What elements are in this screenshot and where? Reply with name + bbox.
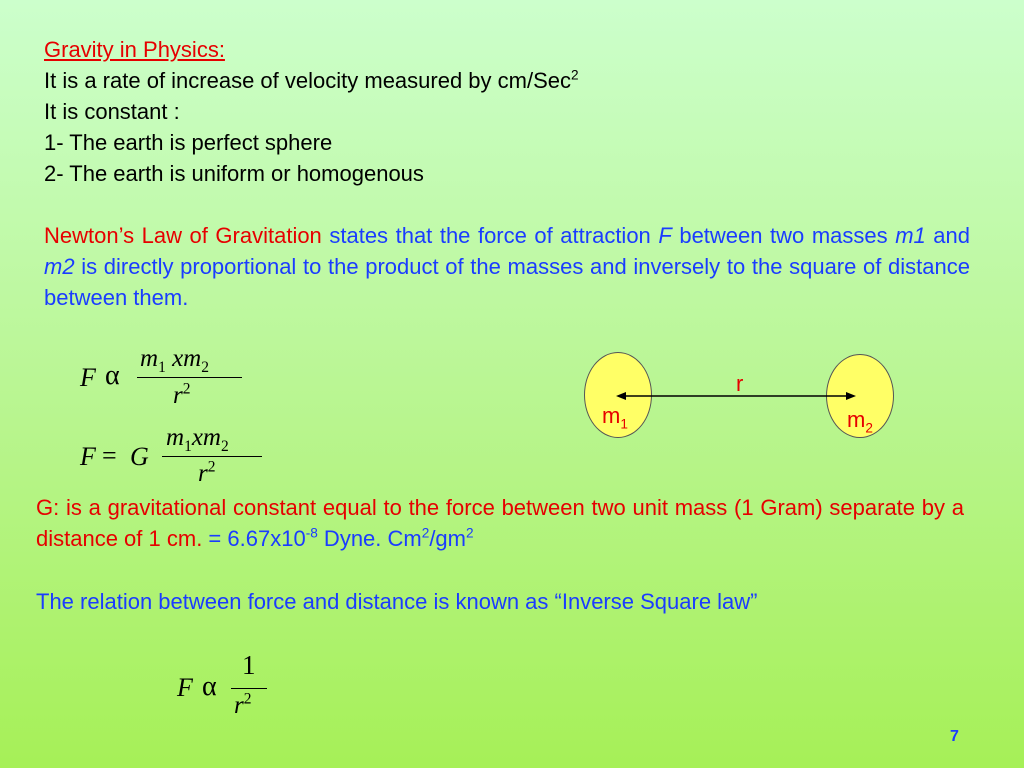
proportionality-formula: F α $m_1$ $xm_2$ $r^2$ [0,0,300,420]
definition-line: It is a rate of increase of velocity measured by cm/Sec$^2$ [44,67,579,93]
inverse-square-statement: The relation between force and distance is known as “Inverse Square law” [36,589,758,614]
slide-heading: Gravity in Physics: [44,37,225,62]
g-definition: G: is a gravitational constant equal to the force between two unit mass (1 Gram) separate by a distance of 1 cm. = $6.67x10^{-8}$ Dyne. $Cm^2/gm^2$ [36,495,964,551]
mass-2-label: $m_2$ [847,407,873,436]
law-name: Newton’s Law of Gravitation [44,223,322,248]
inverse-square-formula: F α 1 $r^2$ [0,0,300,740]
condition-2: 2- The earth is uniform or homogenous [44,161,424,186]
page-number: 7 [950,728,959,745]
newton-law-paragraph: Newton’s Law of Gravitation states that the force of attraction F between two masses m1 and m2 is directly proportional to the product of the masses and inversely to the square of distance between them. [44,223,970,310]
two-mass-diagram [584,352,896,438]
gravitation-formula: F = G $m_1xm_2$ $r^2$ [0,0,300,500]
distance-label: r [736,371,744,396]
mass-1-label: $m_1$ [602,403,628,432]
constant-line: It is constant : [44,99,180,124]
condition-1: 1- The earth is perfect sphere [44,130,333,155]
